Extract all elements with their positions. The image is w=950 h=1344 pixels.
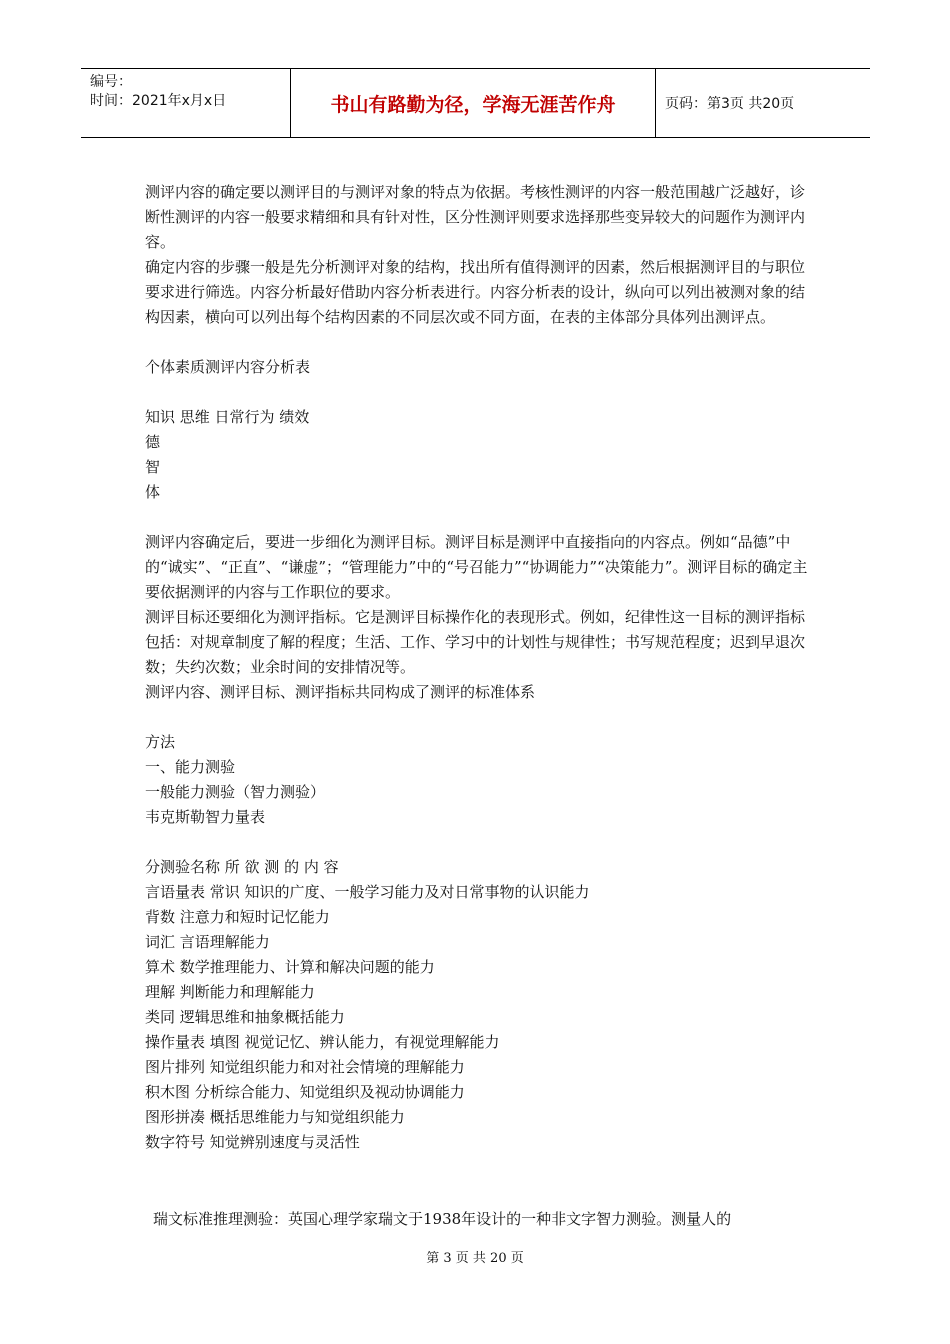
document-body bbox=[145, 180, 813, 1155]
blank-line bbox=[145, 505, 813, 530]
paragraph: 一般能力测验（智力测验） bbox=[145, 783, 326, 801]
blank-line bbox=[145, 330, 813, 355]
paragraph: 韦克斯勒智力量表 bbox=[145, 808, 266, 826]
paragraph: 测评目标还要细化为测评指标。它是测评目标操作化的表现形式。例如，纪律性这一目标的测评指标包括：对规章制度了解的程度；生活、工作、学习中的计划性与规律性；书写规范程度；迟到早退次数；失约次数；业余时间的安排情况等。 bbox=[145, 608, 806, 676]
blank-line bbox=[145, 705, 813, 730]
paragraph: 背数 注意力和短时记忆能力 bbox=[145, 908, 330, 926]
page-footer: 第 3 页 共 20 页 bbox=[426, 1251, 524, 1266]
paragraph: 积木图 分析综合能力、知觉组织及视动协调能力 bbox=[145, 1083, 465, 1101]
paragraph: 德 bbox=[145, 433, 161, 451]
header-page-info: 页码：第3页 共20页 bbox=[665, 96, 795, 112]
paragraph: 测评内容确定后，要进一步细化为测评目标。测评目标是测评中直接指向的内容点。例如“品德”中的“诚实”、“正直”、“谦虚”；“管理能力”中的“号召能力”“协调能力”“决策能力”。测评目标的确定主要依据测评的内容与工作职位的要求。 bbox=[145, 533, 808, 601]
paragraph: 确定内容的步骤一般是先分析测评对象的结构，找出所有值得测评的因素，然后根据测评目的与职位要求进行筛选。内容分析最好借助内容分析表进行。内容分析表的设计，纵向可以列出被测对象的结构因素，横向可以列出每个结构因素的不同层次或不同方面，在表的主体部分具体列出测评点。 bbox=[145, 258, 806, 326]
paragraph: 图形拼凑 概括思维能力与知觉组织能力 bbox=[145, 1108, 405, 1126]
paragraph: 数字符号 知觉辨别速度与灵活性 bbox=[145, 1133, 360, 1151]
paragraph: 测评内容、测评目标、测评指标共同构成了测评的标准体系 bbox=[145, 683, 536, 701]
blank-line bbox=[145, 830, 813, 855]
paragraph-continued: 瑞文标准推理测验：英国心理学家瑞文于1938年设计的一种非文字智力测验。测量人的 bbox=[153, 1210, 732, 1228]
blank-line bbox=[145, 380, 813, 405]
paragraph: 方法 bbox=[145, 733, 176, 751]
paragraph: 体 bbox=[145, 483, 161, 501]
paragraph: 一、能力测验 bbox=[145, 758, 236, 776]
paragraph: 言语量表 常识 知识的广度、一般学习能力及对日常事物的认识能力 bbox=[145, 883, 590, 901]
paragraph: 分测验名称 所 欲 测 的 内 容 bbox=[145, 858, 339, 876]
header-meta bbox=[81, 69, 291, 137]
page-header bbox=[81, 68, 870, 138]
paragraph: 测评内容的确定要以测评目的与测评对象的特点为依据。考核性测评的内容一般范围越广泛越好，诊断性测评的内容一般要求精细和具有针对性，区分性测评则要求选择那些变异较大的问题作为测评内容。 bbox=[145, 183, 806, 251]
paragraph: 智 bbox=[145, 458, 161, 476]
paragraph: 类同 逻辑思维和抽象概括能力 bbox=[145, 1008, 345, 1026]
header-motto: 书山有路勤为径，学海无涯苦作舟 bbox=[291, 69, 656, 137]
paragraph: 知识 思维 日常行为 绩效 bbox=[145, 408, 310, 426]
paragraph: 操作量表 填图 视觉记忆、辨认能力，有视觉理解能力 bbox=[145, 1033, 500, 1051]
document-number-label: 编号： bbox=[90, 74, 132, 90]
paragraph: 图片排列 知觉组织能力和对社会情境的理解能力 bbox=[145, 1058, 465, 1076]
paragraph: 词汇 言语理解能力 bbox=[145, 933, 270, 951]
paragraph: 个体素质测评内容分析表 bbox=[145, 358, 311, 376]
paragraph: 算术 数学推理能力、计算和解决问题的能力 bbox=[145, 958, 435, 976]
paragraph: 理解 判断能力和理解能力 bbox=[145, 983, 315, 1001]
document-date: 时间：2021年x月x日 bbox=[90, 93, 227, 109]
